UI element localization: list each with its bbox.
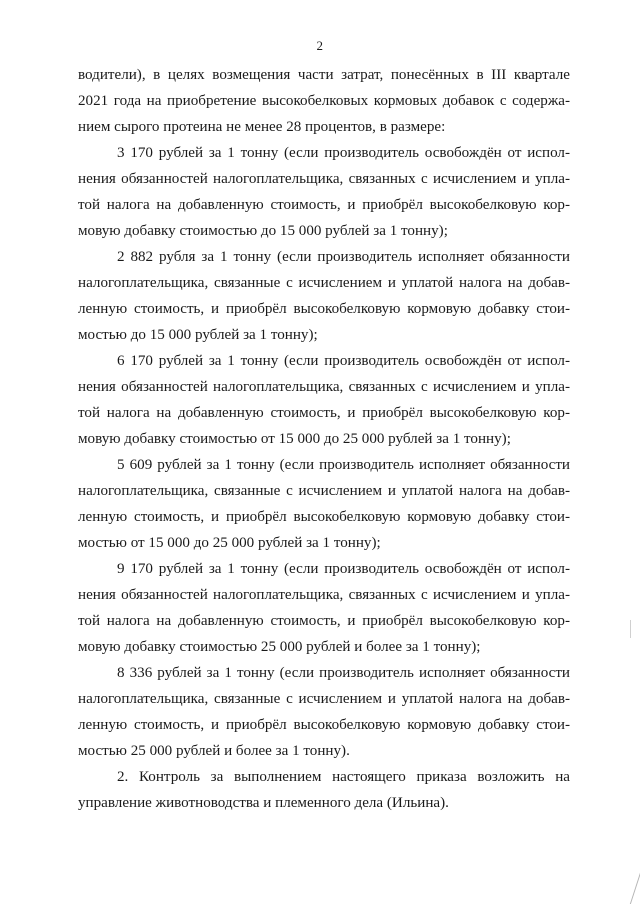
text-line: 8 336 рублей за 1 тонну (если производитель исполняет обязанности — [117, 665, 570, 681]
text-line: управление животноводства и племенного дела (Ильина). — [78, 795, 449, 811]
text-line: 2. Контроль за выполнением настоящего приказа возложить на — [117, 769, 570, 785]
text-line: налогоплательщика, связанные с исчислением и уплатой налога на добав- — [78, 483, 570, 499]
text-line: налогоплательщика, связанные с исчислением и уплатой налога на добав- — [78, 691, 570, 707]
page-number: 2 — [316, 38, 324, 53]
text-line: мовую добавку стоимостью от 15 000 до 25 000 рублей за 1 тонну); — [78, 431, 511, 447]
text-line: 6 170 рублей за 1 тонну (если производитель освобождён от испол- — [117, 353, 570, 369]
text-line: той налога на добавленную стоимость, и приобрёл высокобелковую кор- — [78, 613, 570, 629]
text-line: налогоплательщика, связанные с исчислением и уплатой налога на добав- — [78, 275, 570, 291]
text-line: 9 170 рублей за 1 тонну (если производитель освобождён от испол- — [117, 561, 570, 577]
rate-paragraph-3 — [78, 348, 570, 452]
text-line: нием сырого протеина не менее 28 процентов, в размере: — [78, 119, 446, 135]
document-body — [78, 62, 570, 816]
scan-edge-artifact — [616, 860, 640, 904]
text-line: нения обязанностей налогоплательщика, связанных с исчислением и упла- — [78, 379, 570, 395]
text-line: 3 170 рублей за 1 тонну (если производитель освобождён от испол- — [117, 145, 570, 161]
text-line: той налога на добавленную стоимость, и приобрёл высокобелковую кор- — [78, 405, 570, 421]
text-line: той налога на добавленную стоимость, и приобрёл высокобелковую кор- — [78, 197, 570, 213]
rate-paragraph-6 — [78, 660, 570, 764]
rate-paragraph-4 — [78, 452, 570, 556]
text-line: 2 882 рубля за 1 тонну (если производитель исполняет обязанности — [117, 249, 570, 265]
text-line: ленную стоимость, и приобрёл высокобелковую кормовую добавку стои- — [78, 717, 570, 733]
text-line: мостью 25 000 рублей и более за 1 тонну). — [78, 743, 350, 759]
text-line: нения обязанностей налогоплательщика, связанных с исчислением и упла- — [78, 587, 570, 603]
text-line: мовую добавку стоимостью 25 000 рублей и более за 1 тонну); — [78, 639, 481, 655]
rate-paragraph-2 — [78, 244, 570, 348]
text-line: мостью до 15 000 рублей за 1 тонну); — [78, 327, 318, 343]
text-line: водители), в целях возмещения части затрат, понесённых в III квартале — [78, 67, 570, 83]
text-line: ленную стоимость, и приобрёл высокобелковую кормовую добавку стои- — [78, 301, 570, 317]
scan-artifact — [630, 620, 631, 638]
rate-paragraph-5 — [78, 556, 570, 660]
text-line: нения обязанностей налогоплательщика, связанных с исчислением и упла- — [78, 171, 570, 187]
text-line: 2021 года на приобретение высокобелковых кормовых добавок с содержа- — [78, 93, 570, 109]
intro-paragraph — [78, 62, 570, 140]
text-line: мостью от 15 000 до 25 000 рублей за 1 тонну); — [78, 535, 381, 551]
rate-paragraph-1 — [78, 140, 570, 244]
text-line: мовую добавку стоимостью до 15 000 рублей за 1 тонну); — [78, 223, 448, 239]
text-line: ленную стоимость, и приобрёл высокобелковую кормовую добавку стои- — [78, 509, 570, 525]
clause-2-paragraph — [78, 764, 570, 816]
text-line: 5 609 рублей за 1 тонну (если производитель исполняет обязанности — [117, 457, 570, 473]
